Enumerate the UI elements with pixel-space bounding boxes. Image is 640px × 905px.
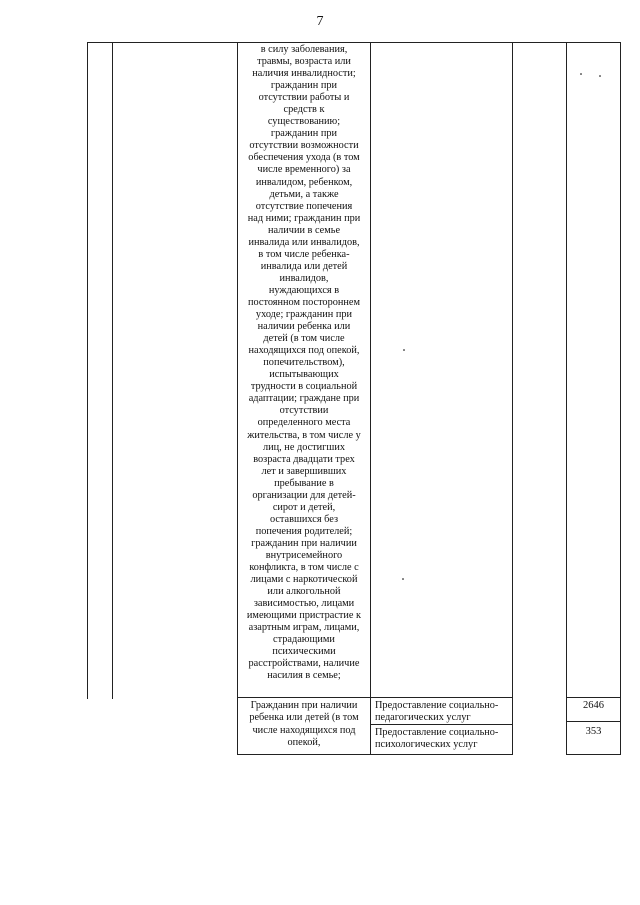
table-border-left — [87, 42, 88, 699]
recipient-condition-cell: Гражданин при наличии ребенка или детей (в том числе находящихся под опекой, — [249, 700, 359, 748]
table-border-col3 — [370, 42, 371, 755]
table-row-divider — [370, 724, 513, 725]
page-number: 7 — [316, 14, 324, 29]
service-count-cell: 353 — [585, 726, 602, 737]
table-row-divider — [566, 697, 621, 698]
table-border-col5 — [566, 42, 567, 755]
table-border-top — [87, 42, 621, 43]
scan-speck — [402, 578, 404, 580]
table-row-divider — [237, 697, 371, 698]
service-name-cell: Предоставление социально- психологических услуг — [375, 727, 499, 750]
table-border-bottom — [237, 754, 371, 755]
service-count-cell: 2646 — [583, 700, 604, 711]
scan-speck — [580, 73, 582, 75]
scan-speck — [599, 75, 601, 77]
scan-speck — [403, 349, 405, 351]
table-border-bottom — [370, 754, 513, 755]
table-border-col1 — [112, 42, 113, 699]
table-border-bottom — [566, 754, 621, 755]
table-row-divider — [370, 697, 513, 698]
recipient-conditions-cell: в силу заболевания, травмы, возраста или наличия инвалидности; гражданин при отсутствии работы и средств к существованию; гражданин при отсутствии возможности обеспечения ухода (в том числе временного) за инвалидом, ребенком, детьми, а также отсутствие попечения над ними; гражданин при наличии в семье инвалида или инвалидов, в том числе ребенка- инвалида или детей инвалидов, нуждающихся в постоянном постороннем уходе; гражданин при наличии ребенка или детей (в том числе находящихся под опекой, попечительством), испытывающих трудности в социальной адаптации; граждане при отсутствии определенного места жительства, в том числе у лиц, не достигших возраста двадцати трех лет и завершивших пребывание в организации для детей- сирот и детей, оставшихся без попечения родителей; гражданин при наличии внутрисемейного конфликта, в том числе с лицами с наркотической или алкогольной зависимостью, лицами имеющими пристрастие к азартным играм, лицами, страдающими психическими расстройствами, наличие насилия в семье; — [246, 44, 362, 682]
table-row-divider — [566, 721, 621, 722]
table-border-col4 — [512, 42, 513, 755]
service-name-cell: Предоставление социально- педагогических услуг — [375, 700, 499, 723]
table-border-right — [620, 42, 621, 755]
